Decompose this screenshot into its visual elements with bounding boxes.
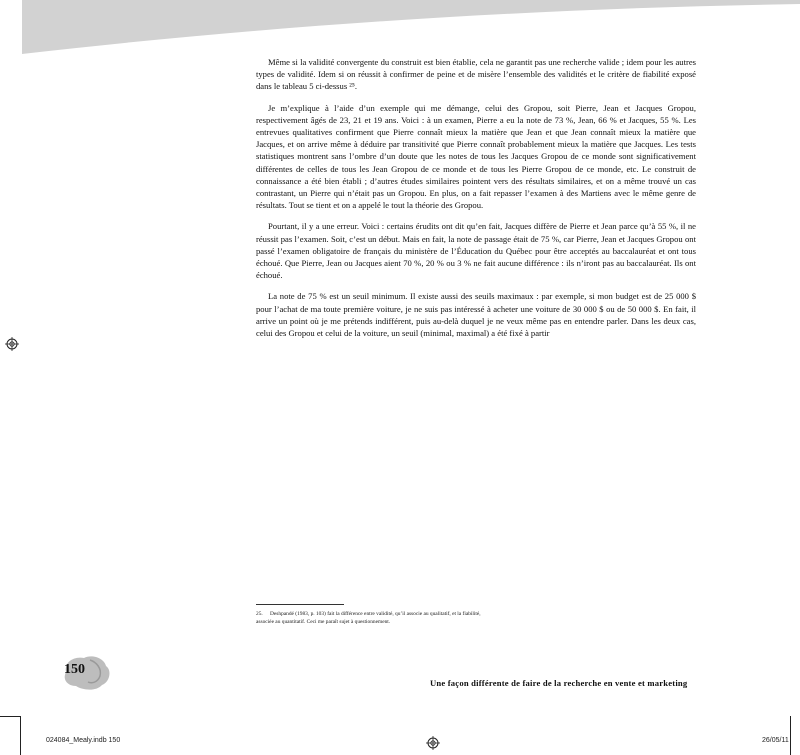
footnote-text: Deshpandé (1983, p. 103) fait la différence entre validité, qu’il associe au qualitatif, et la fiabilité, associée au quantitatif. Ceci me paraît sujet à questionnement. [256,611,481,625]
footnote [256,610,486,626]
main-text-column [256,56,696,348]
paragraph: La note de 75 % est un seuil minimum. Il existe aussi des seuils maximaux : par exemple, si mon budget est de 25 000 $ pour l’achat de ma toute première voiture, je ne suis pas intéressé à acheter une voiture de 30 000 $ ou de 50 000 $. En fait, il arrive un point où je me prétends indifférent, puis au-delà duquel je ne veux même pas en entendre parler. Dans les deux cas, celui des Gropou et celui de la voiture, un seuil (minimal, maximal) a été fixé à partir [256,291,696,339]
paragraph: Même si la validité convergente du construit est bien établie, cela ne garantit pas une recherche valide ; idem pour les autres types de validité. Idem si on réussit à confirmer de peine et de misère l’ensemble des validités et le critère de fiabilité exposé dans le tableau 5 ci-dessus ²⁵. [256,57,696,92]
crop-mark-icon [0,716,20,717]
registration-mark-icon [5,337,19,351]
crop-mark-icon [790,716,791,755]
paragraph: Pourtant, il y a une erreur. Voici : certains érudits ont dit qu’en fait, Jacques diffère de Pierre et Jean parce qu’à 55 %, il ne réussit pas l’examen. Soit, c’est un début. Mais en fait, la note de passage était de 75 %, car Pierre, Jean et Jacques Gropou ont passé l’examen obligatoire de français du ministère de l’Éducation du Québec pour être acceptés au baccalauréat et ont tous échoué. Que Pierre, Jean ou Jacques aient 70 %, 20 % ou 3 % ne fait aucune différence : ils n’iront pas au baccalauréat. Ils ont échoué. [256,221,696,281]
slug-date: 26/05/11 [762,737,789,744]
page-number: 150 [64,662,85,677]
paragraph: Je m’explique à l’aide d’un exemple qui me démange, celui des Gropou, soit Pierre, Jean et Jacques Gropou, respectivement âgés de 23, 21 et 19 ans. Voici : à un examen, Pierre a eu la note de 73 %, Jean, 66 % et Jacques, 55 %. Les entrevues qualitatives confirment que Pierre connaît mieux la matière que Jean et que Jean connaît mieux la matière que Jacques, et on arrive même à déduire par transitivité que Pierre connaît probablement mieux la matière que Jacques. Les tests statistiques montrent sans l’ombre d’un doute que les notes de tous les Jacques Gropou de ce monde sont significativement différentes de celles de tous les Jean Gropou de ce monde et de tous les Pierre Gropou de ce monde, etc. Le construit de connaissance a été bien établi ; d’autres études similaires pointent vers des résultats similaires, et on a même trouvé un cas contrastant, un Pierre qui n’était pas un Gropou. En plus, on a fait repasser l’examen à des Martiens avec le même genre de résultats. Tout se tient et on a appelé le tout la théorie des Gropou. [256,102,696,211]
footnote-number: 25. [256,611,263,617]
decorative-corner-band [0,0,800,60]
footnote-rule [256,604,344,605]
running-title: Une façon différente de faire de la recherche en vente et marketing [430,678,688,688]
registration-mark-icon [426,736,440,750]
slug-file-info: 024084_Mealy.indb 150 [46,737,121,744]
crop-mark-icon [20,716,21,755]
